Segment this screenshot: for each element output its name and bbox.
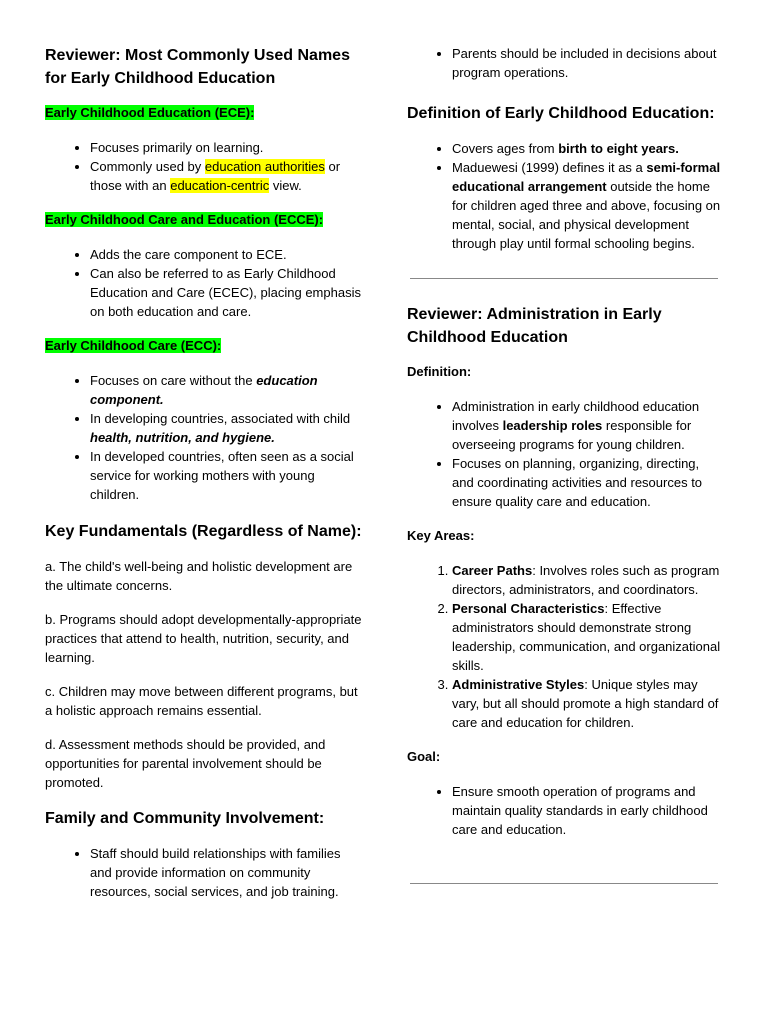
highlight-text: education authorities	[204, 159, 325, 174]
text-run: Administration in early childhood education involves	[452, 399, 700, 433]
text-run: Focuses on care without the	[90, 373, 257, 388]
list-item	[452, 158, 723, 253]
text-run: Covers ages from	[452, 141, 559, 156]
list-item	[452, 599, 723, 675]
list-item	[452, 139, 723, 158]
family-list-continued	[407, 44, 723, 82]
list-item: • In developed countries, often seen as a social service for working mothers with young children.	[90, 447, 365, 504]
text-run: Maduewesi (1999) defines it as a	[452, 160, 647, 175]
list-item	[90, 371, 365, 409]
admin-title: Reviewer: Administration in Early Childhood Education	[407, 306, 662, 346]
list-item	[452, 561, 723, 599]
text-run: or those with an	[90, 159, 341, 193]
text-run: : Unique styles may vary, but all should promote a high standard of care and education for children.	[452, 677, 719, 730]
list-item: • Focuses primarily on learning.	[90, 138, 365, 157]
text-run: In developing countries, associated with child	[90, 411, 351, 426]
bold-text: semi-formal educational arrangement	[452, 160, 721, 194]
list-item	[90, 157, 365, 195]
goal-list	[407, 782, 723, 839]
text-run: : Involves roles such as program directors, administrators, and coordinators.	[452, 563, 720, 597]
bold-text: Career Paths	[452, 563, 533, 578]
key-point-a: a. The child's well-being and holistic development are the ultimate concerns.	[45, 559, 353, 593]
list-item	[90, 409, 365, 447]
emphasis-text: education component.	[90, 373, 318, 407]
bold-text: Administrative Styles	[452, 677, 585, 692]
text-run: outside the home for children aged three and above, focusing on mental, social, and physical development through play until formal schooling begins.	[452, 179, 721, 251]
list-item	[452, 675, 723, 732]
definition-list	[407, 139, 723, 253]
list-item: • Can also be referred to as Early Childhood Education and Care (ECEC), placing emphasis on both education and care.	[90, 264, 365, 321]
ecce-label-row	[45, 211, 365, 229]
key-areas-label: Key Areas:	[407, 528, 475, 543]
ece-label-row	[45, 104, 365, 122]
family-list	[45, 844, 365, 901]
divider	[410, 883, 718, 884]
definition-label: Definition:	[407, 364, 472, 379]
list-item: • Focuses on planning, organizing, directing, and coordinating activities and resources to ensure quality care and education.	[452, 454, 723, 511]
list-item: • Parents should be included in decisions about program operations.	[452, 44, 723, 82]
ecc-list	[45, 371, 365, 504]
bold-text: leadership roles	[502, 418, 603, 433]
list-item	[452, 397, 723, 454]
key-fundamentals-title: Key Fundamentals (Regardless of Name):	[45, 523, 362, 540]
list-item: • Ensure smooth operation of programs and maintain quality standards in early childhood care and education.	[452, 782, 723, 839]
bold-text: Personal Characteristics	[452, 601, 605, 616]
ece-label: Early Childhood Education (ECE):	[45, 105, 255, 120]
ecc-label: Early Childhood Care (ECC):	[45, 338, 222, 353]
ecce-label: Early Childhood Care and Education (ECCE):	[45, 212, 324, 227]
emphasis-text: health, nutrition, and hygiene.	[90, 430, 275, 445]
right-column	[407, 44, 723, 884]
key-point-c: c. Children may move between different programs, but a holistic approach remains essential.	[45, 684, 358, 718]
ecc-label-row	[45, 337, 365, 355]
family-title: Family and Community Involvement:	[45, 810, 325, 827]
ecce-list	[45, 245, 365, 321]
text-run: view.	[269, 178, 302, 193]
highlight-text: education-centric	[170, 178, 270, 193]
text-run: : Effective administrators should demonstrate strong leadership, communication, and organizational skills.	[452, 601, 721, 673]
divider	[410, 278, 718, 279]
key-areas-list	[407, 561, 723, 732]
main-title: Reviewer: Most Commonly Used Names for Early Childhood Education	[45, 47, 350, 87]
admin-definition-list	[407, 397, 723, 511]
text-run: Commonly used by	[90, 159, 205, 174]
list-item: • Staff should build relationships with families and provide information on community resources, social services, and job training.	[90, 844, 365, 901]
ece-list	[45, 138, 365, 195]
text-run: responsible for overseeing programs for young children.	[452, 418, 692, 452]
bold-text: birth to eight years.	[558, 141, 679, 156]
goal-label: Goal:	[407, 749, 441, 764]
list-item: • Adds the care component to ECE.	[90, 245, 365, 264]
key-point-b: b. Programs should adopt developmentally-appropriate practices that attend to health, nutrition, security, and learning.	[45, 612, 362, 665]
left-column	[45, 44, 365, 917]
definition-title: Definition of Early Childhood Education:	[407, 105, 715, 122]
key-point-d: d. Assessment methods should be provided, and opportunities for parental involvement should be promoted.	[45, 737, 326, 790]
